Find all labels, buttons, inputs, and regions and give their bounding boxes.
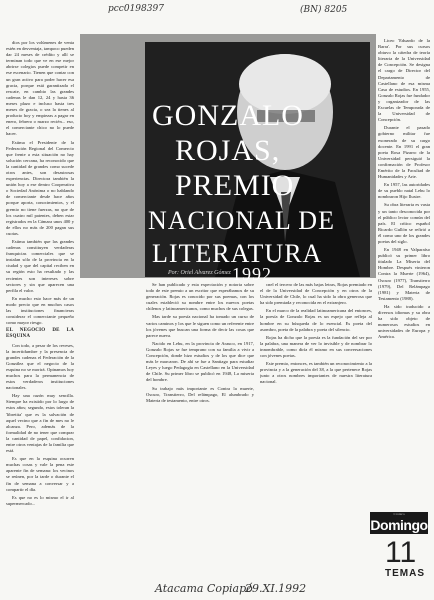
paragraph: Se han publicado y esta expectación y notoria sobre todo de este premio a un escritor que esperábamos de su generación. Rojas es conocido por sus poemas, con los cuales estableció su nombre entre los nuevos poetas chilenos y latinoamericanos, como muchos de sus colegas. (146, 282, 254, 312)
paragraph: Estima el Presidente de la Federación Regional del Comercio que frente a esta situación no hay solución cercana, ha reconocido que la cantidad de grandes como sucede otros antes, son desastrosas experiencias. Directora también la unión hoy a ese dentro Cooperativa o Sociedad Anónima o no hablando de comerciante desde hace años porque aporta, conocimientos, y el gremio no tiene fuerzas, no que de los cuatro mil patentes, deben estar registrados en la Cámara unos 400 y de ellos no más de 200 pagan sus cuotas. (6, 139, 74, 236)
title-line-4: NACIONAL DE (148, 206, 335, 235)
paragraph: Ha sido traducido a diversos idiomas y su obra ha sido objeto de numerosos estudios en universidades de Europa y América. (378, 303, 430, 340)
title-line-6: 1992 (232, 264, 272, 284)
byline: Por: Oriel Alvarez Gómez (168, 270, 231, 276)
logo-subtitle: Crónica (393, 512, 405, 516)
paragraph: dios por los volúmenes de venta estén en desventaja, tampoco pueden dar 24 meses de crédito y allí se terminan todo que ve en ese mejor abrirse colegios puede competir en ese escenario. Tienen que contar con un gran activo para poder hacer esa gracia, porque está garantizada el rescate, en cambio las grandes cadenas le dan 12, 24 y hasta 36 meses plazo e incluso hasta tres meses de gracia, o sea la tienes al producto hoy y empiezas a pagar en enero, febrero o marzo recién... eso, el comerciante chico no lo puede hacer. (6, 40, 74, 137)
paragraph: Estima también que las grandes cadenas constituyen verdaderas franquicias comerciales que se instalan sólo de la provincia en la ciudad y que del capital reciben en su región esto ha resultado y las recientes son intereses sobre sectores y sin que aparecen una perfila el valor. (6, 239, 74, 293)
paragraph: En el marco de la realidad latinoamericana del entonces, la poesía de Gonzalo Rojas es un espejo que refleja al hombre en su búsqueda de lo esencial. Es poeta del asombro, poeta de la palabra y poeta del silencio. (260, 308, 372, 332)
archive-stamp-right: (BN) 8205 (300, 5, 348, 15)
paragraph: Con todo, a pesar de los reveses, la incertidumbre y la presencia de grandes cadenas el Federación de la González que el negocio de la esquina no se morirá. Opinamos hoy muchos para la permanencia de estos verdaderos instituciones nacionales. (6, 342, 74, 391)
paragraph: Mas tarde su poesía nacional ha tomado un curso de varios caminos y los que le siguen como un referente entre los jóvenes que buscan una forma de decir las cosas que parece nueva. (146, 314, 254, 338)
title-line-5: LITERATURA (152, 239, 323, 268)
paragraph: Este premio, entonces, es también un reconocimiento a la provincia y a la generación del 38, a la que pertenece Rojas junto a otros nombres importantes de nuestra literatura nacional. (260, 361, 372, 385)
page-number: 11 (385, 536, 417, 569)
paragraph: Su trabajo más importante es Contra la muerte, Oscuro, Transtierro, Del relámpago, El alumbrado y Materia de testamento, entre otros. (146, 385, 254, 403)
article-column-1 (6, 40, 74, 582)
paragraph: En mucho esto hace más de un modo precio que en muchos casos las instituciones financieras considerar el comerciante pequeño como mayor riesgo. (6, 295, 74, 326)
section-label: TEMAS (385, 568, 425, 579)
paragraph: Es que en la esquina ocurren muchas cosas y vale la pena este aparente fin de semana: los vecinos se reúnen, por la tarde o durante el fin de semana a conversar y a compartir el día. (6, 456, 74, 492)
handwritten-date: 29.XI.1992 (245, 582, 307, 595)
paragraph: Hay una razón muy sencilla. Siempre ha existido por lo largo de estos años; segundo, estos toleran la 'libretita' que es la salvación de aquel vecino que a fin de mes no le alcanza. Pero, además de la formalidad de no tener que comprar la cantidad de papel, confidacion, entre otros ventajas de la familia que está. (6, 393, 74, 454)
paragraph: Es que no es lo mismo el ir al supermercado... (6, 494, 74, 506)
paragraph: Durante el pasado gobierno militar fue exonerado de su cargo docente. En 1991 el gran poeta Rosa Pizarro de la Universidad persiguió la confirmación de Profesor Emérito de la Facultad de Humanidades y Arte. (378, 125, 430, 180)
paragraph: En 1948 en Valparaíso publicó su primer libro titulado La Miseria del Hombre. Después vinieron Contra la Muerte (1964), Oscuro (1977), Transtierro (1979), Del Relámpago (1981) y Materia de Testamento (1988). (378, 247, 430, 301)
article-column-2 (146, 282, 254, 580)
paragraph: En 1957, las autoridades de su pueblo natal Lebu lo nombraron Hijo Ilustre. (378, 182, 430, 200)
title-line-1: GONZALO (152, 99, 304, 132)
paragraph: Su obra literaria es vasta y un tanto desconocida por el público lector común del país. El crítico español Ricardo Gullón se refirió a él como uno de los grandes poetas del siglo. (378, 202, 430, 244)
newspaper-logo (370, 512, 428, 534)
article-column-3 (260, 282, 372, 580)
paragraph: Nacido en Lebu, en la provincia de Arauco, en 1917, Gonzalo Rojas se fue temprano con su familia a vivir a Concepción, donde hizo estudios y de los que dice que más le marcaron. De ahí se fue a Santiago para estudiar Leyes y luego Pedagogía en Castellano en la Universidad de Chile. Su primer libro se publicó en 1948, La miseria del hombre. (146, 340, 254, 383)
paragraph: Rojas ha dicho que la poesía es la fundación del ser por la palabra, una manera de ver lo invisible y de nombrar lo innombrable, como diría él mismo en sus conversaciones con jóvenes poetas. (260, 334, 372, 359)
paragraph: cnel el tercero de las más bajas letras, Rojas premiado en el de la Universidad de Concepción y en otros de la Universidad de Chile, lo cual ha sido la obra generosa que ha sido premiada y reconocida en el extranjero. (260, 282, 372, 306)
logo-title: Domingo (370, 517, 428, 533)
archive-stamp-left: pcc0198397 (108, 4, 164, 14)
section-heading: EL NEGOCIO DE LA ESQUINA (6, 328, 74, 340)
title-line-3: PREMIO (175, 169, 295, 202)
paragraph: Liceo 'Eduardo de la Barra'. Por sus cursos obtuvo la cátedra de teoría literaria de la Universidad de Concepción. Se designa el cargo de Director del Departamento de Castellano de esa misma Casa de estudios. En 1955, Gonzalo Rojas fue fundador y organizador de las Escuelas de Temporada de la Universidad de Concepción. (378, 38, 430, 123)
title-line-2: ROJAS, (175, 134, 281, 167)
handwritten-source: Atacama Copiapó (155, 582, 253, 595)
article-column-4 (378, 38, 430, 508)
